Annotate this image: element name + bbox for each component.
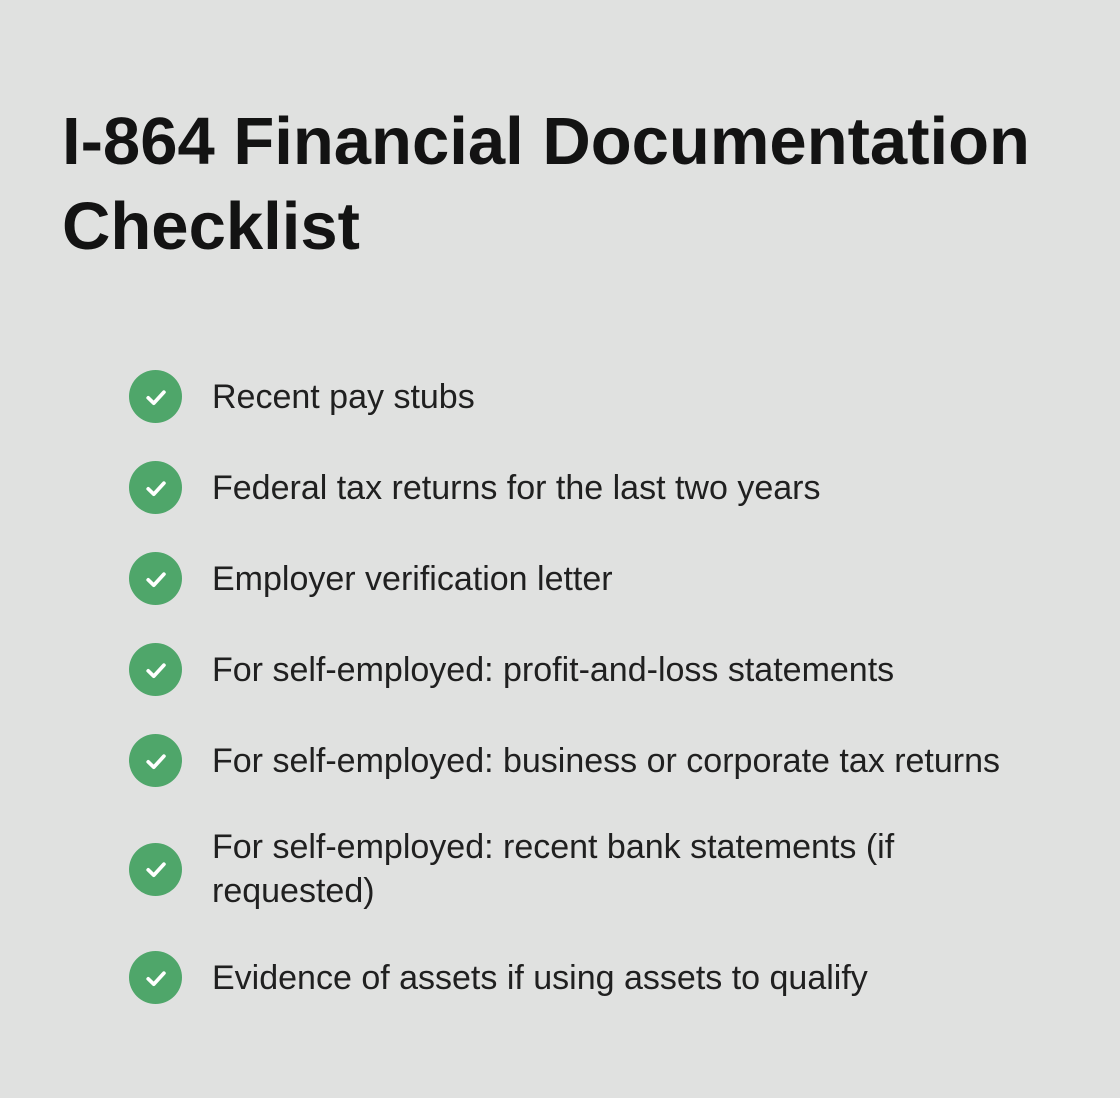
check-circle-icon (129, 461, 182, 514)
checklist-item-label: Federal tax returns for the last two years (212, 468, 821, 507)
checklist-item-label: Employer verification letter (212, 559, 613, 598)
checklist-item (129, 951, 1049, 1004)
checklist-item-label: Recent pay stubs (212, 377, 475, 416)
checklist-item-label: For self-employed: profit-and-loss statements (212, 650, 895, 689)
check-circle-icon (129, 552, 182, 605)
check-circle-icon (129, 643, 182, 696)
checklist (129, 370, 1049, 1004)
check-circle-icon (129, 734, 182, 787)
checklist-item (129, 370, 1049, 423)
checklist-item-label: Evidence of assets if using assets to qualify (212, 958, 868, 997)
checklist-item (129, 734, 1049, 787)
checklist-item-label: For self-employed: business or corporate tax returns (212, 741, 1001, 780)
check-circle-icon (129, 370, 182, 423)
checklist-item (129, 643, 1049, 696)
checklist-item (129, 461, 1049, 514)
page-title: I-864 Financial Documentation Checklist (62, 104, 1030, 265)
check-circle-icon (129, 843, 182, 896)
checklist-item-label: For self-employed: recent bank statements (if requested) (212, 828, 895, 910)
check-circle-icon (129, 951, 182, 1004)
checklist-item (129, 552, 1049, 605)
checklist-item (129, 825, 1049, 913)
